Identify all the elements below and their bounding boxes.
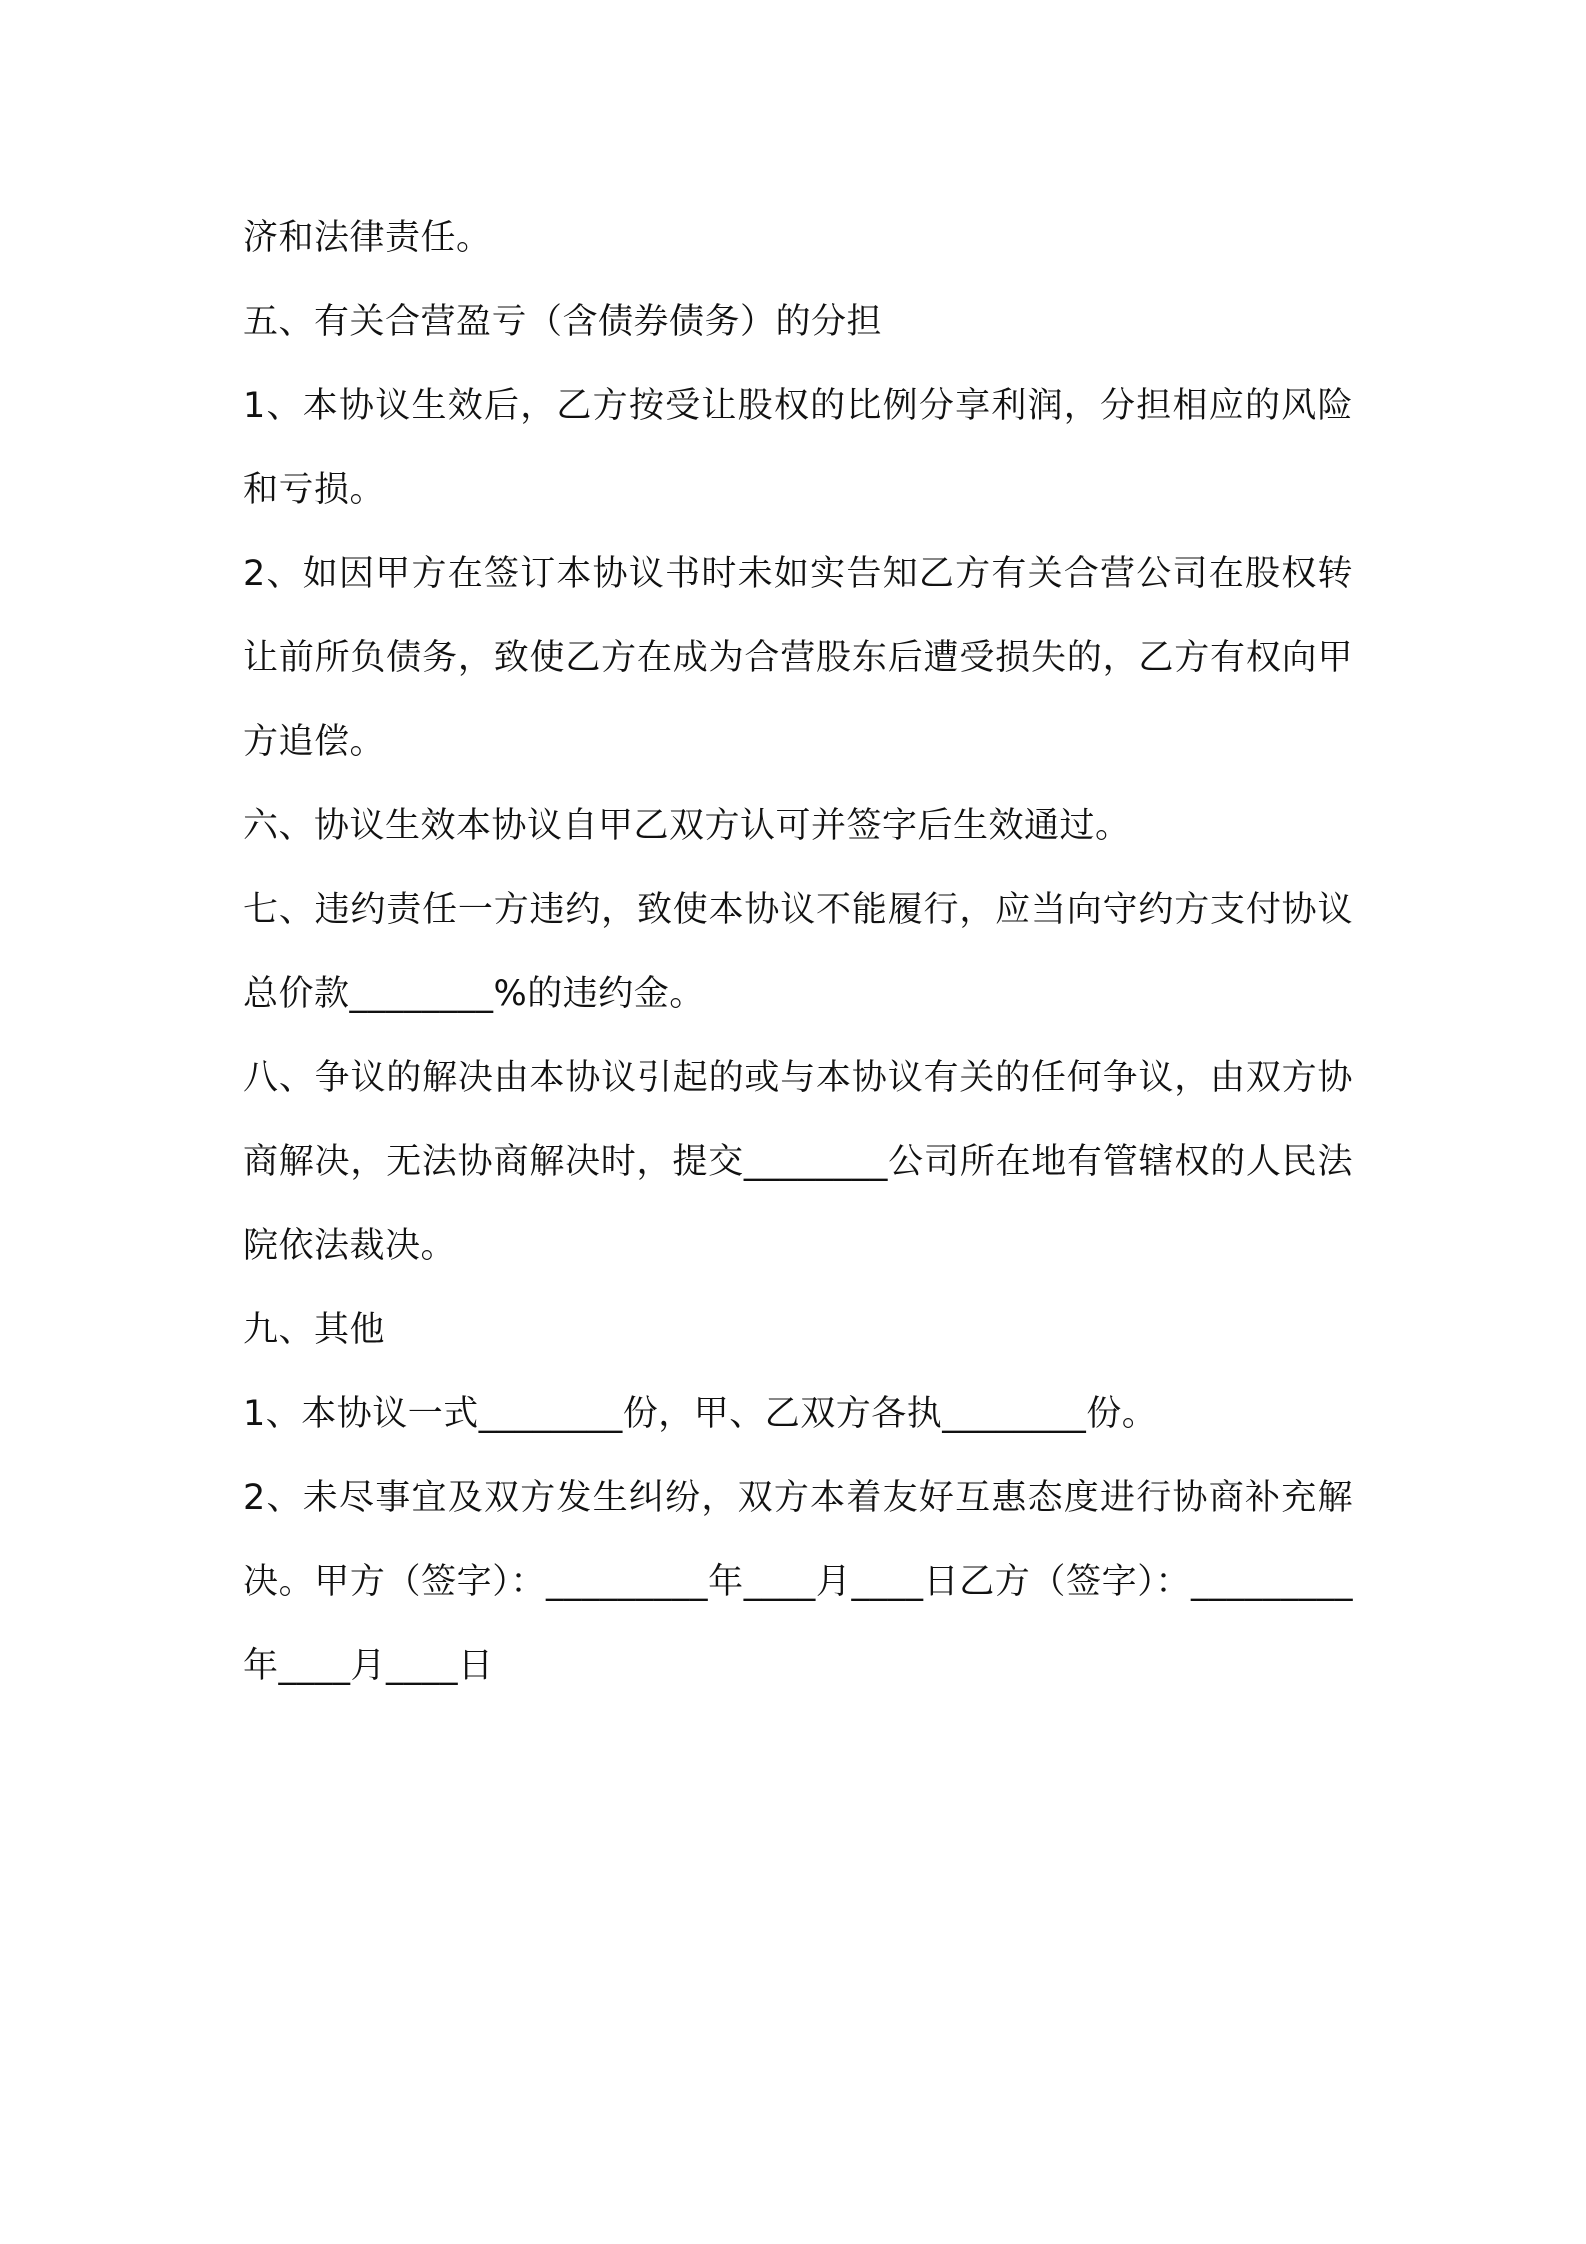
- paragraph-copies: 1、本协议一式________份，甲、乙双方各执________份。: [243, 1394, 1158, 1434]
- paragraph-signatures: 2、未尽事宜及双方发生纠纷，双方本着友好互惠态度进行协商补充解决。甲方（签字）：_________年____月____日乙方（签字）：_________年____月____日: [243, 1478, 1353, 1686]
- document-body: [243, 196, 1353, 1708]
- heading-profit-loss-sharing: 五、有关合营盈亏（含债券债务）的分担: [243, 302, 883, 342]
- paragraph-dispute-resolution: 八、争议的解决由本协议引起的或与本协议有关的任何争议，由双方协商解决，无法协商解决时，提交________公司所在地有管辖权的人民法院依法裁决。: [243, 1058, 1353, 1266]
- paragraph-breach-liability: 七、违约责任一方违约，致使本协议不能履行，应当向守约方支付协议总价款________%的违约金。: [243, 890, 1353, 1014]
- heading-other: 九、其他: [243, 1310, 386, 1350]
- paragraph-liability-end: 济和法律责任。: [243, 218, 492, 258]
- paragraph-debt-compensation: 2、如因甲方在签订本协议书时未如实告知乙方有关合营公司在股权转让前所负债务，致使乙方在成为合营股东后遭受损失的，乙方有权向甲方追偿。: [243, 554, 1353, 762]
- paragraph-agreement-effective: 六、协议生效本协议自甲乙双方认可并签字后生效通过。: [243, 806, 1131, 846]
- paragraph-profit-sharing: 1、本协议生效后，乙方按受让股权的比例分享利润，分担相应的风险和亏损。: [243, 386, 1353, 510]
